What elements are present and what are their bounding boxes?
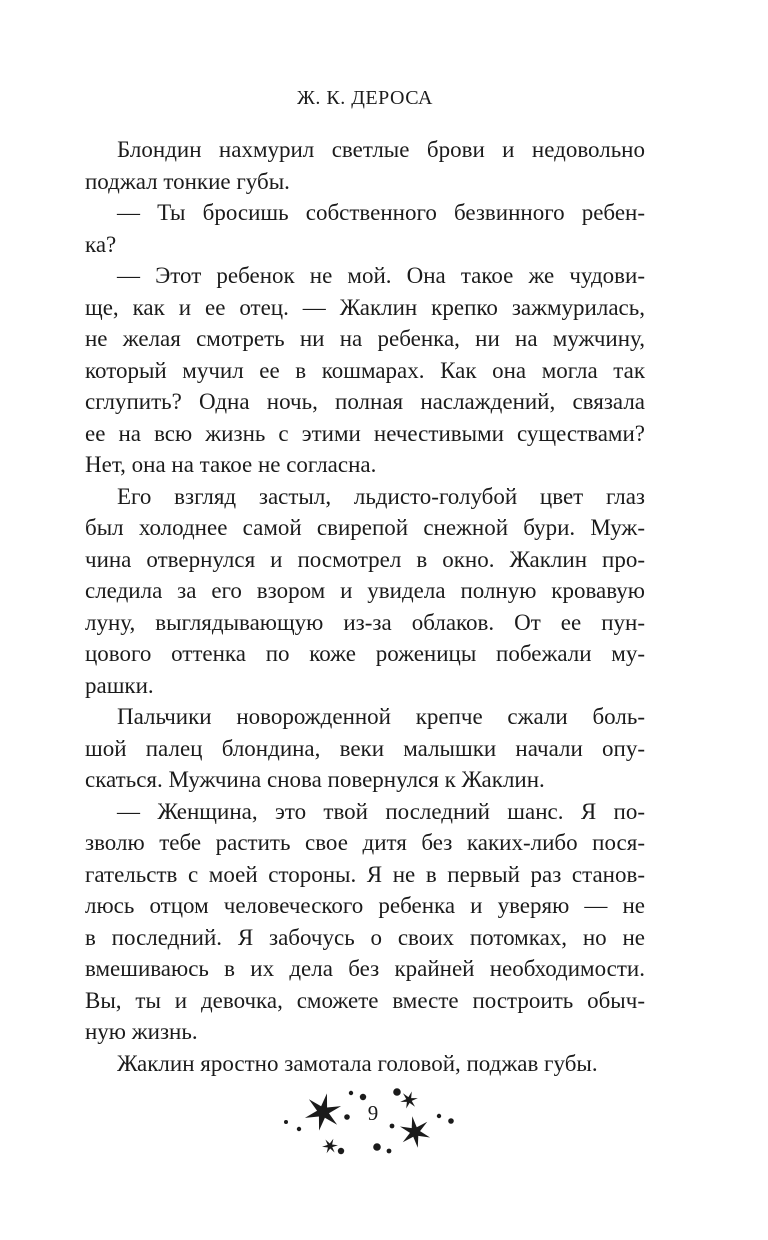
text-line: был холоднее самой свирепой снежной бури. Муж- <box>85 515 645 540</box>
text-line: гательств с моей стороны. Я не в первый раз станов- <box>85 861 645 887</box>
running-header: Ж. К. ДЕРОСА <box>297 87 433 109</box>
text-line: в последний. Я забочусь о своих потомках, но не <box>85 924 645 950</box>
footer-ornament <box>270 1084 460 1164</box>
text-line: Нет, она на такое не согласна. <box>85 452 377 477</box>
text-line: ее на всю жизнь с этими нечестивыми существами? <box>85 420 645 446</box>
paragraph <box>85 197 645 260</box>
text-line: цового оттенка по коже роженицы побежали му- <box>85 641 645 666</box>
ornament-dot <box>344 1114 350 1120</box>
star-icon <box>320 1136 339 1156</box>
paragraph <box>85 796 645 1048</box>
text-line: Его взгляд застыл, льдисто-голубой цвет глаз <box>117 483 645 509</box>
ornament-dot <box>297 1127 301 1131</box>
text-line: луну, выглядывающую из-за облаков. От ее пун- <box>85 609 645 635</box>
ornament-dot <box>284 1120 288 1124</box>
text-line: рашки. <box>85 672 154 698</box>
text-line: который мучил ее в кошмарах. Как она могла так <box>85 357 645 383</box>
stars-ornament <box>270 1084 460 1164</box>
ornament-dot <box>360 1094 366 1100</box>
text-line: следила за его взором и увидела полную кровавую <box>85 578 645 603</box>
text-line: Пальчики новорожденной крепче сжали боль- <box>117 704 645 729</box>
text-line: шой палец блондина, веки малышки начали опу- <box>85 735 645 761</box>
ornament-dot <box>393 1088 401 1096</box>
paragraph <box>85 481 645 702</box>
text-line: Вы, ты и девочка, сможете вместе построить обыч- <box>85 987 645 1013</box>
text-line: поджал тонкие губы. <box>85 168 290 194</box>
text-line: не желая смотреть ни на ребенка, ни на мужчину, <box>85 326 645 351</box>
ornament-dot <box>349 1091 353 1095</box>
paragraph <box>85 1048 645 1080</box>
ornament-dot <box>437 1114 441 1118</box>
text-line: чина отвернулся и посмотрел в окно. Жаклин про- <box>85 546 645 572</box>
star-icon <box>303 1090 343 1134</box>
text-line: скаться. Мужчина снова повернулся к Жаклин. <box>85 767 545 792</box>
star-icon <box>399 1089 419 1111</box>
text-line: вмешиваюсь в их дела без крайней необходимости. <box>85 956 645 981</box>
paragraph <box>85 701 645 796</box>
page-number: 9 <box>367 1101 379 1125</box>
text-line: люсь отцом человеческого ребенка и уверяю — не <box>85 893 645 918</box>
star-icon <box>399 1114 432 1150</box>
ornament-dot <box>448 1118 454 1124</box>
ornament-dot <box>390 1124 395 1129</box>
text-line: ще, как и ее отец. — Жаклин крепко зажмурилась, <box>85 294 645 320</box>
ornament-dot <box>387 1149 392 1154</box>
ornament-dot <box>338 1148 344 1154</box>
body-text <box>85 134 645 1079</box>
text-line: Блондин нахмурил светлые брови и недовольно <box>117 137 645 162</box>
text-line: ную жизнь. <box>85 1019 198 1044</box>
ornament-dot <box>373 1143 381 1151</box>
text-line: — Ты бросишь собственного безвинного ребен- <box>117 200 645 225</box>
text-line: — Женщина, это твой последний шанс. Я по- <box>117 798 645 824</box>
text-line: Жаклин яростно замотала головой, поджав губы. <box>117 1050 598 1076</box>
text-line: зволю тебе растить свое дитя без каких-либо пося- <box>85 830 645 855</box>
text-line: ка? <box>85 231 117 257</box>
paragraph <box>85 134 645 197</box>
paragraph <box>85 260 645 481</box>
text-line: — Этот ребенок не мой. Она такое же чудови- <box>117 263 645 288</box>
text-line: сглупить? Одна ночь, полная наслаждений, связала <box>85 389 645 414</box>
